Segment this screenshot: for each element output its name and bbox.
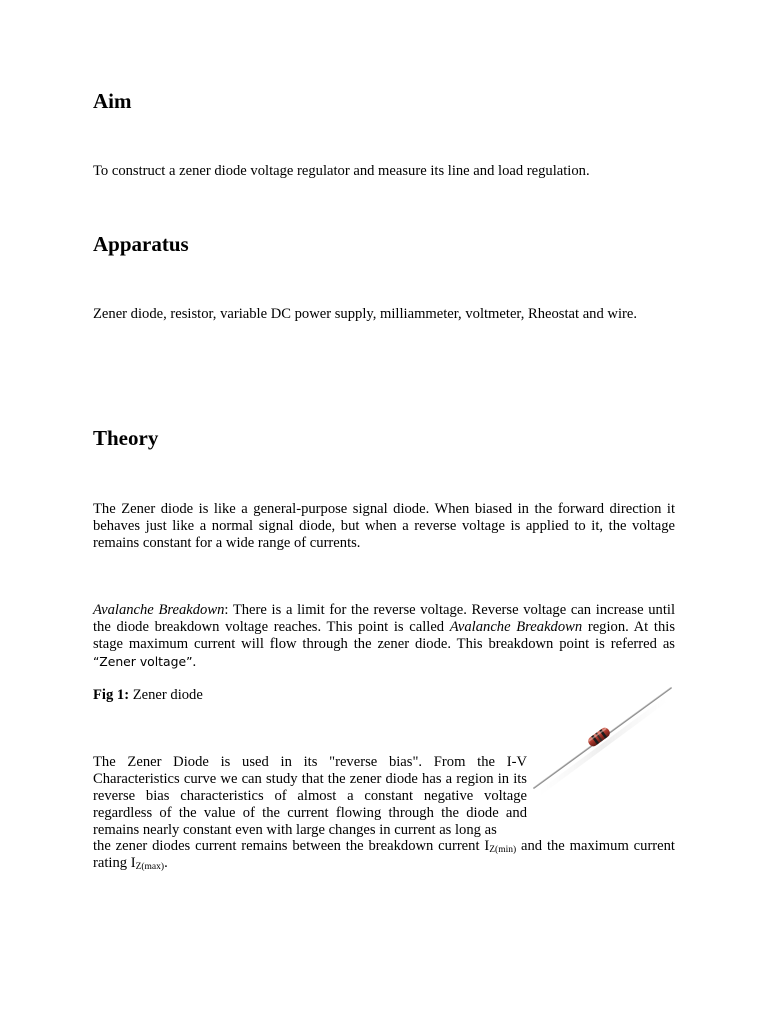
reverse-bias-tail [93, 838, 675, 872]
zener-diode-image [528, 680, 678, 808]
avalanche-paragraph [93, 602, 675, 671]
theory-heading: Theory [93, 426, 159, 450]
theory-paragraph-1: The Zener diode is like a general-purpose signal diode. When biased in the forward direction it behaves just like a normal signal diode, but when a reverse voltage is applied to it, the voltage remains constant for a wide range of currents. [93, 501, 675, 551]
avalanche-term-2: Avalanche Breakdown [449, 619, 583, 635]
avalanche-text-a: : There is a limit for the reverse voltage. Reverse voltage can increase until the diode breakdown voltage reaches. This point is called [93, 602, 675, 635]
zener-voltage-term: “Zener voltage” [93, 654, 193, 669]
figure-label: Fig 1: [93, 687, 130, 703]
avalanche-term: Avalanche Breakdown [93, 602, 225, 618]
reverse-bias-tail-b: and the maximum current rating I [93, 838, 675, 871]
reverse-bias-tail-end: . [164, 855, 168, 871]
apparatus-heading: Apparatus [93, 232, 189, 256]
iz-max-subscript: Z(max) [135, 862, 165, 872]
zener-diode-photo-icon [528, 680, 678, 808]
iz-min-subscript: Z(min) [489, 845, 517, 855]
figure-caption-text: Zener diode [129, 687, 203, 703]
aim-text: To construct a zener diode voltage regulator and measure its line and load regulation. [93, 163, 590, 179]
avalanche-text-b: region. At this stage maximum current will flow through the zener diode. This breakdown point is referred as [93, 619, 676, 652]
aim-heading: Aim [93, 89, 132, 113]
avalanche-end: . [192, 654, 197, 670]
apparatus-text: Zener diode, resistor, variable DC power supply, milliammeter, voltmeter, Rheostat and wire. [93, 306, 638, 322]
reverse-bias-paragraph: The Zener Diode is used in its "reverse bias". From the I-V Characteristics curve we can study that the zener diode has a region in its reverse bias characteristics of almost a constant negative voltage regardless of the value of the current flowing through the diode and remains nearly constant even with large changes in current as long as [93, 754, 527, 838]
reverse-bias-tail-a: the zener diodes current remains between the breakdown current I [93, 838, 490, 854]
